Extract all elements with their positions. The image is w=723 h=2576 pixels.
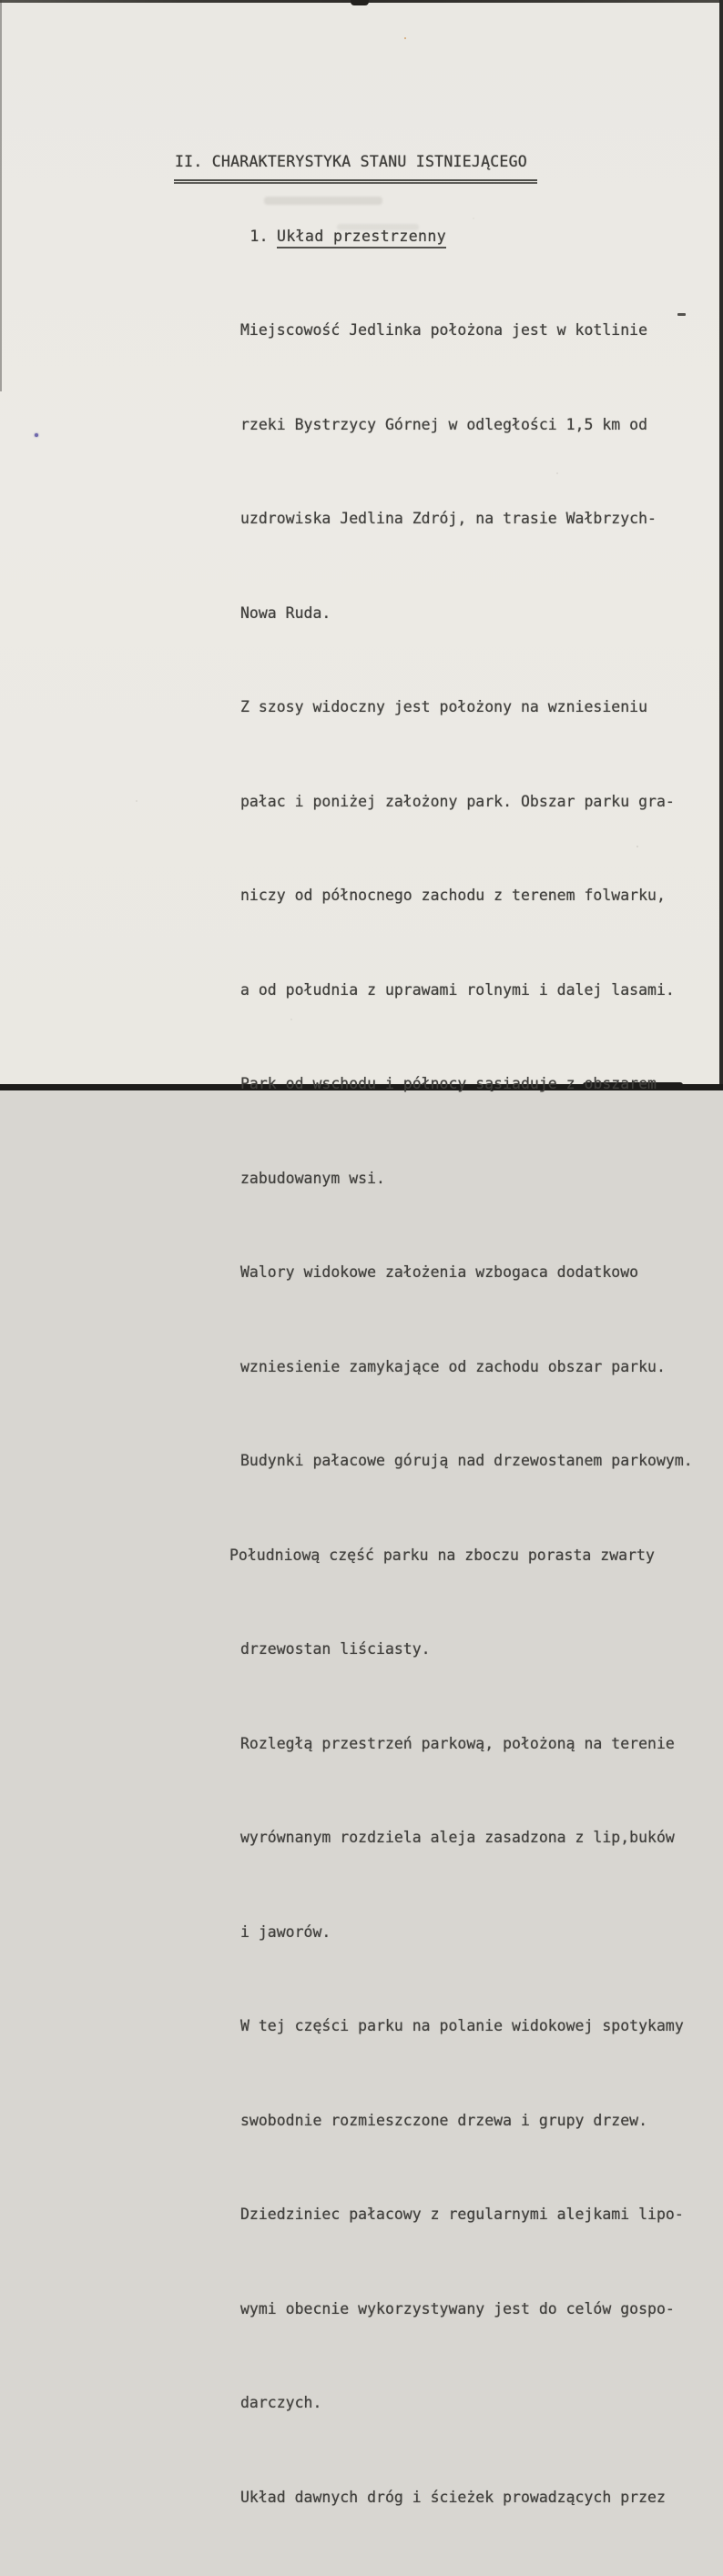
typewritten-line: Układ dawnych dróg i ścieżek prowadzących przez [240,2488,666,2506]
typewritten-line: Z szosy widoczny jest położony na wzniesieniu [240,698,648,715]
typewritten-line: Walory widokowe założenia wzbogaca dodatkowo [240,1263,639,1281]
typewritten-line: wyrównanym rozdziela aleja zasadzona z lip,buków [240,1829,675,1846]
typewritten-line: uzdrowiska Jedlina Zdrój, na trasie Wałbrzych- [240,510,657,527]
typewritten-line: a od południa z uprawami rolnymi i dalej lasami. [240,980,675,999]
body-text [229,252,714,2576]
scan-edge-top-blob [351,0,369,5]
heading-underline [174,179,537,184]
typewritten-line: Dziedziniec pałacowy z regularnymi alejkami lipo- [240,2206,684,2223]
typewritten-line: wymi obecnie wykorzystywany jest do celów gospo- [240,2299,675,2317]
typewritten-line: zabudowanym wsi. [240,1169,385,1187]
typewritten-line: drzewostan liściasty. [240,1640,431,1658]
typewritten-line: darczych. [240,2394,322,2411]
typewritten-line: pałac i poniżej założony park. Obszar parku gra- [240,792,675,810]
typewritten-line: Rozległą przestrzeń parkową, położoną na terenie [240,1734,675,1752]
ink-dot-artifact [35,433,38,437]
typewritten-line: swobodnie rozmieszczone drzewa i grupy drzew. [240,2111,648,2129]
typewritten-line: Nowa Ruda. [240,603,331,622]
typewritten-line: Miejscowość Jedlinka położona jest w kotlinie [240,321,648,339]
typewritten-line: niczy od północnego zachodu z terenem folwarku, [240,887,666,904]
subsection-number: 1. [249,227,270,245]
subsection-title: Układ przestrzenny [277,229,446,249]
section-heading: II. CHARAKTERYSTYKA STANU ISTNIEJĄCEGO [175,153,527,170]
typewritten-line: i jaworów. [240,1922,331,1941]
typewritten-line: wzniesienie zamykające od zachodu obszar parku. [240,1357,666,1375]
typewritten-line: Park od wschodu i północy sąsiaduje z obszarem [240,1075,657,1092]
scan-smudge [264,197,382,205]
typewritten-line: Południową część parku na zboczu porasta zwarty [229,1546,655,1564]
scan-edge-left [0,0,2,391]
typewritten-line: W tej części parku na polanie widokowej spotykamy [240,2017,684,2034]
typewritten-line: rzeki Bystrzycy Górnej w odległości 1,5 km od [240,415,648,433]
scan-edge-right [719,0,723,1090]
typewritten-line: Budynki pałacowe górują nad drzewostanem parkowym. [240,1452,693,1469]
